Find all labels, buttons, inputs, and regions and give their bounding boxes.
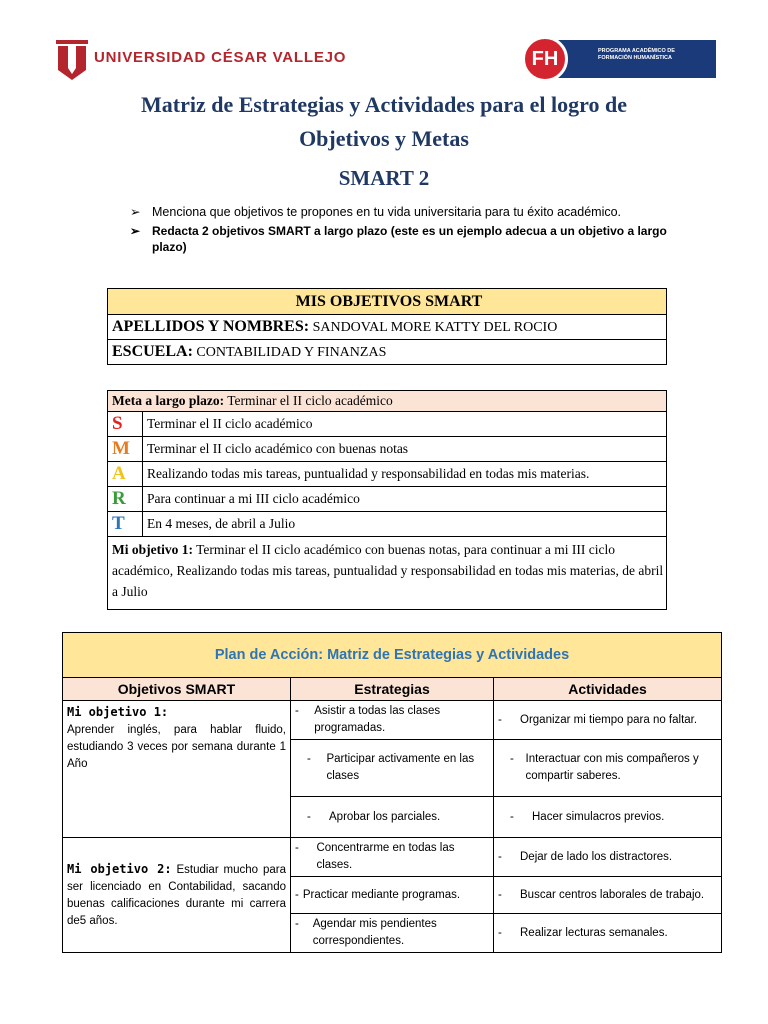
objective-cell-1 — [63, 701, 291, 838]
dash-bullet: - — [295, 705, 299, 717]
page-header — [0, 36, 768, 86]
smart-row-m — [108, 437, 667, 462]
plan-title: Plan de Acción: Matriz de Estrategias y Actividades — [63, 633, 722, 678]
dash-bullet: - — [498, 713, 502, 726]
dash-bullet: - — [498, 888, 502, 901]
smart-info-table — [107, 288, 667, 365]
dash-bullet: - — [295, 842, 299, 854]
program-name: PROGRAMA ACADÉMICO DE FORMACIÓN HUMANÍSTICA — [598, 48, 675, 61]
activity-text: Interactuar con mis compañeros y compartir saberes. — [525, 753, 699, 782]
activity-text: Realizar lecturas semanales. — [520, 926, 668, 939]
summary-label: Mi objetivo 1: — [112, 542, 193, 557]
dash-bullet: - — [510, 753, 514, 765]
smart-text: Para continuar a mi III ciclo académico — [143, 487, 667, 512]
school-label: ESCUELA: — [112, 343, 193, 360]
smart-table-header: MIS OBJETIVOS SMART — [108, 289, 667, 315]
smart-row-t — [108, 512, 667, 537]
smart-text: Terminar el II ciclo académico con buenas notas — [143, 437, 667, 462]
title-line-2: Objetivos y Metas — [299, 126, 469, 151]
activity-cell — [494, 914, 722, 953]
objective-text: Aprender inglés, para hablar fluido, estudiando 3 veces por semana durante 1 Año — [67, 724, 286, 770]
strategy-text: Agendar mis pendientes correspondientes. — [312, 918, 437, 947]
dash-bullet: - — [498, 926, 502, 939]
strategy-cell — [291, 877, 494, 914]
instruction-item — [130, 223, 670, 255]
smart-text: Realizando todas mis tareas, puntualidad y responsabilidad en todas mis materias. — [143, 462, 667, 487]
meta-row — [108, 391, 667, 412]
fh-logo-letters: FH — [531, 48, 559, 70]
activity-text: Hacer simulacros previos. — [532, 810, 665, 823]
activity-text: Organizar mi tiempo para no faltar. — [520, 713, 698, 726]
objective-summary — [108, 537, 667, 610]
strategy-cell — [291, 701, 494, 740]
strategy-text: Participar activamente en las clases — [326, 753, 475, 782]
instruction-item — [130, 204, 670, 220]
page-title — [64, 88, 704, 156]
smart-row-a — [108, 462, 667, 487]
objective-text: Estudiar mucho para ser licenciado en Contabilidad, sacando buenas calificaciones durante mi carrera de5 años. — [67, 863, 286, 927]
strategy-cell — [291, 740, 494, 797]
objective-label: Mi objetivo 1: — [67, 705, 169, 719]
smart-row-r — [108, 487, 667, 512]
smart-text: En 4 meses, de abril a Julio — [143, 512, 667, 537]
dash-bullet: - — [307, 753, 311, 765]
strategy-cell — [291, 797, 494, 838]
university-name: UNIVERSIDAD CÉSAR VALLEJO — [94, 49, 347, 66]
strategy-text: Practicar mediante programas. — [302, 888, 461, 901]
meta-value: Terminar el II ciclo académico — [227, 393, 393, 408]
activity-cell — [494, 797, 722, 838]
col-header-activities: Actividades — [494, 678, 722, 701]
activity-cell — [494, 838, 722, 877]
school-value: CONTABILIDAD Y FINANZAS — [196, 345, 387, 360]
activity-cell — [494, 877, 722, 914]
activity-text: Buscar centros laborales de trabajo. — [520, 888, 705, 901]
instruction-text: Redacta 2 objetivos SMART a largo plazo (este es un ejemplo adecua a un objetivo a largo plazo) — [152, 224, 667, 254]
strategy-cell — [291, 838, 494, 877]
dash-bullet: - — [498, 850, 502, 863]
smart-row-s — [108, 412, 667, 437]
smart-letter: R — [108, 487, 143, 512]
action-plan-table — [62, 632, 722, 953]
dash-bullet: - — [510, 810, 514, 823]
instructions-list — [130, 204, 670, 258]
strategy-text: Aprobar los parciales. — [329, 810, 441, 823]
smart-goal-table — [107, 390, 667, 610]
name-label: APELLIDOS Y NOMBRES: — [112, 318, 310, 335]
name-row — [108, 315, 667, 340]
activity-cell — [494, 701, 722, 740]
name-value: SANDOVAL MORE KATTY DEL ROCIO — [312, 320, 558, 335]
activity-cell — [494, 740, 722, 797]
objective-label: Mi objetivo 2: — [67, 861, 172, 876]
dash-bullet: - — [295, 918, 299, 930]
smart-letter: A — [108, 462, 143, 487]
dash-bullet: - — [295, 888, 299, 901]
smart-letter: T — [108, 512, 143, 537]
arrow-bullet-icon: ➢ — [130, 205, 141, 219]
dash-bullet: - — [307, 810, 311, 823]
school-row — [108, 340, 667, 365]
col-header-strategies: Estrategias — [291, 678, 494, 701]
meta-label: Meta a largo plazo: — [112, 393, 225, 408]
smart-text: Terminar el II ciclo académico — [143, 412, 667, 437]
page-subtitle: SMART 2 — [338, 166, 430, 190]
activity-text: Dejar de lado los distractores. — [520, 850, 673, 863]
objective-cell-2 — [63, 838, 291, 953]
title-line-1: Matriz de Estrategias y Actividades para el logro de — [141, 92, 627, 117]
col-header-objectives: Objetivos SMART — [63, 678, 291, 701]
smart-letter: M — [108, 437, 143, 462]
strategy-cell — [291, 914, 494, 953]
smart-letter: S — [108, 412, 143, 437]
instruction-text: Menciona que objetivos te propones en tu vida universitaria para tu éxito académico. — [152, 205, 622, 219]
summary-text: Terminar el II ciclo académico con buenas notas, para continuar a mi III ciclo académico, Realizando todas mis tareas, puntualidad y responsabilidad en todas mis materias, de abril a Julio — [112, 542, 664, 599]
strategy-text: Concentrarme en todas las clases. — [316, 842, 455, 871]
ucv-logo-icon — [56, 40, 88, 80]
arrow-bullet-icon: ➢ — [130, 224, 141, 238]
strategy-text: Asistir a todas las clases programadas. — [314, 705, 441, 734]
